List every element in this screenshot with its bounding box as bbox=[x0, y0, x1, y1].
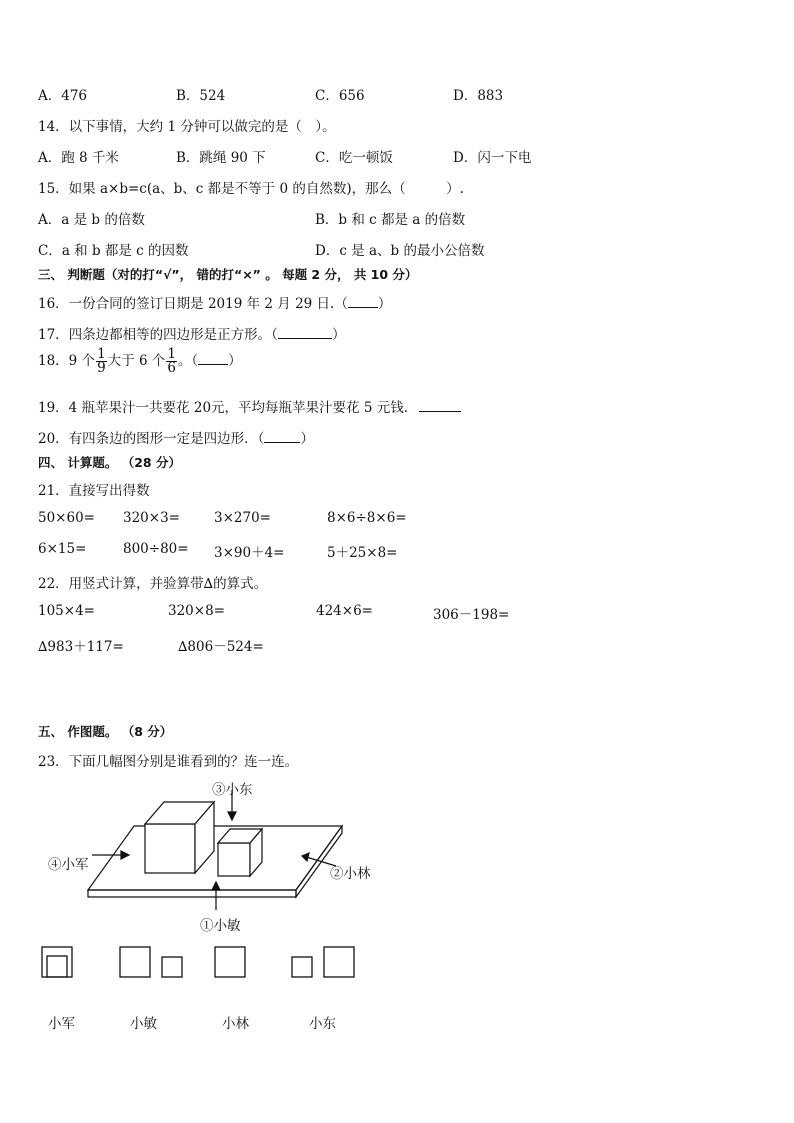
q18-end: ） bbox=[228, 353, 242, 369]
fraction-numerator: 1 bbox=[97, 346, 106, 362]
label-xiaolin-view: ②小林 bbox=[330, 866, 371, 882]
q14-stem: 14．以下事情，大约 1 分钟可以做完的是（ ）。 bbox=[38, 119, 336, 135]
q21-item: 8×6÷8×6= bbox=[327, 510, 407, 526]
q18-suffix: 。（ bbox=[177, 353, 199, 369]
q18-middle: 大于 6 个 bbox=[107, 353, 166, 369]
q19-text: 19．4 瓶苹果汁一共要花 20元，平均每瓶苹果汁要花 5 元钱． bbox=[38, 400, 418, 416]
section-4-heading: 四、 计算题。 （28 分） bbox=[38, 455, 181, 470]
q20-text: 20．有四条边的图形一定是四边形．（ bbox=[38, 431, 265, 447]
view-shape-1-inner bbox=[47, 956, 67, 977]
q17-end: ） bbox=[331, 327, 346, 343]
q13-option-d: D．883 bbox=[453, 88, 504, 104]
fraction-denominator: 6 bbox=[167, 360, 176, 376]
q15-stem: 15．如果 a×b=c(a、b、c 都是不等于 0 的自然数)，那么（ ）. bbox=[38, 181, 464, 197]
q22-item: 306－198= bbox=[433, 607, 510, 623]
q21-item: 5＋25×8= bbox=[327, 545, 398, 561]
q18-prefix: 18．9 个 bbox=[38, 353, 96, 369]
q15-option-c: C．a 和 b 都是 c 的因数 bbox=[38, 243, 189, 259]
q17-text: 17．四条边都相等的四边形是正方形。（ bbox=[38, 327, 278, 343]
label-xiaomin-view: ①小敏 bbox=[200, 918, 241, 934]
q15-option-b: B．b 和 c 都是 a 的倍数 bbox=[315, 212, 466, 228]
q22-item: 105×4= bbox=[38, 603, 95, 619]
q21-item: 800÷80= bbox=[123, 541, 189, 557]
q13-option-b: B．524 bbox=[176, 88, 226, 104]
name-xiaolin: 小林 bbox=[222, 1016, 249, 1032]
q15-option-a: A．a 是 b 的倍数 bbox=[38, 212, 145, 228]
q15-option-d: D．c 是 a、b 的最小公倍数 bbox=[315, 243, 485, 259]
name-xiaojun: 小军 bbox=[48, 1016, 75, 1032]
q21-stem: 21．直接写出得数 bbox=[38, 483, 150, 499]
q22-item: 424×6= bbox=[316, 603, 373, 619]
q21-item: 6×15= bbox=[38, 541, 87, 557]
name-xiaodong: 小东 bbox=[309, 1016, 336, 1032]
q14-option-b: B．跳绳 90 下 bbox=[176, 150, 266, 166]
q14-option-c: C．吃一顿饭 bbox=[315, 150, 393, 166]
view-shape-2-large bbox=[120, 947, 150, 977]
q21-item: 320×3= bbox=[123, 510, 180, 526]
q13-option-c: C．656 bbox=[315, 88, 365, 104]
q14-option-d: D．闪一下电 bbox=[453, 150, 532, 166]
name-xiaomin: 小敏 bbox=[130, 1016, 157, 1032]
section-3-heading: 三、 判断题（对的打“√”， 错的打“×” 。 每题 2 分， 共 10 分） bbox=[38, 267, 418, 282]
q14-option-a: A．跑 8 千米 bbox=[38, 150, 119, 166]
view-shape-2-small bbox=[162, 957, 182, 977]
q22-item: 320×8= bbox=[168, 603, 225, 619]
q13-option-a: A．476 bbox=[38, 88, 88, 104]
q23-stem: 23．下面几幅图分别是谁看到的？连一连。 bbox=[38, 754, 299, 770]
view-shape-4-large bbox=[324, 947, 354, 977]
label-xiaojun-view: ④小军 bbox=[48, 857, 89, 873]
fraction-denominator: 9 bbox=[97, 360, 106, 376]
q21-item: 3×90＋4= bbox=[214, 545, 285, 561]
view-shape-3-square bbox=[215, 947, 245, 977]
label-xiaodong-view: ③小东 bbox=[212, 782, 253, 798]
q21-item: 3×270= bbox=[214, 510, 271, 526]
q22-item: ∆806－524= bbox=[178, 639, 264, 655]
section-5-heading: 五、 作图题。 （8 分） bbox=[38, 724, 173, 739]
q16-text: 16．一份合同的签订日期是 2019 年 2 月 29 日.（ bbox=[38, 296, 348, 312]
q22-item: ∆983＋117= bbox=[38, 639, 124, 655]
q20-end: ） bbox=[300, 431, 314, 447]
view-shape-4-small bbox=[292, 957, 312, 977]
q16-end: ） bbox=[377, 296, 392, 312]
fraction-numerator: 1 bbox=[167, 346, 176, 362]
q21-item: 50×60= bbox=[38, 510, 95, 526]
q22-stem: 22．用竖式计算，并验算带∆的算式。 bbox=[38, 576, 268, 592]
